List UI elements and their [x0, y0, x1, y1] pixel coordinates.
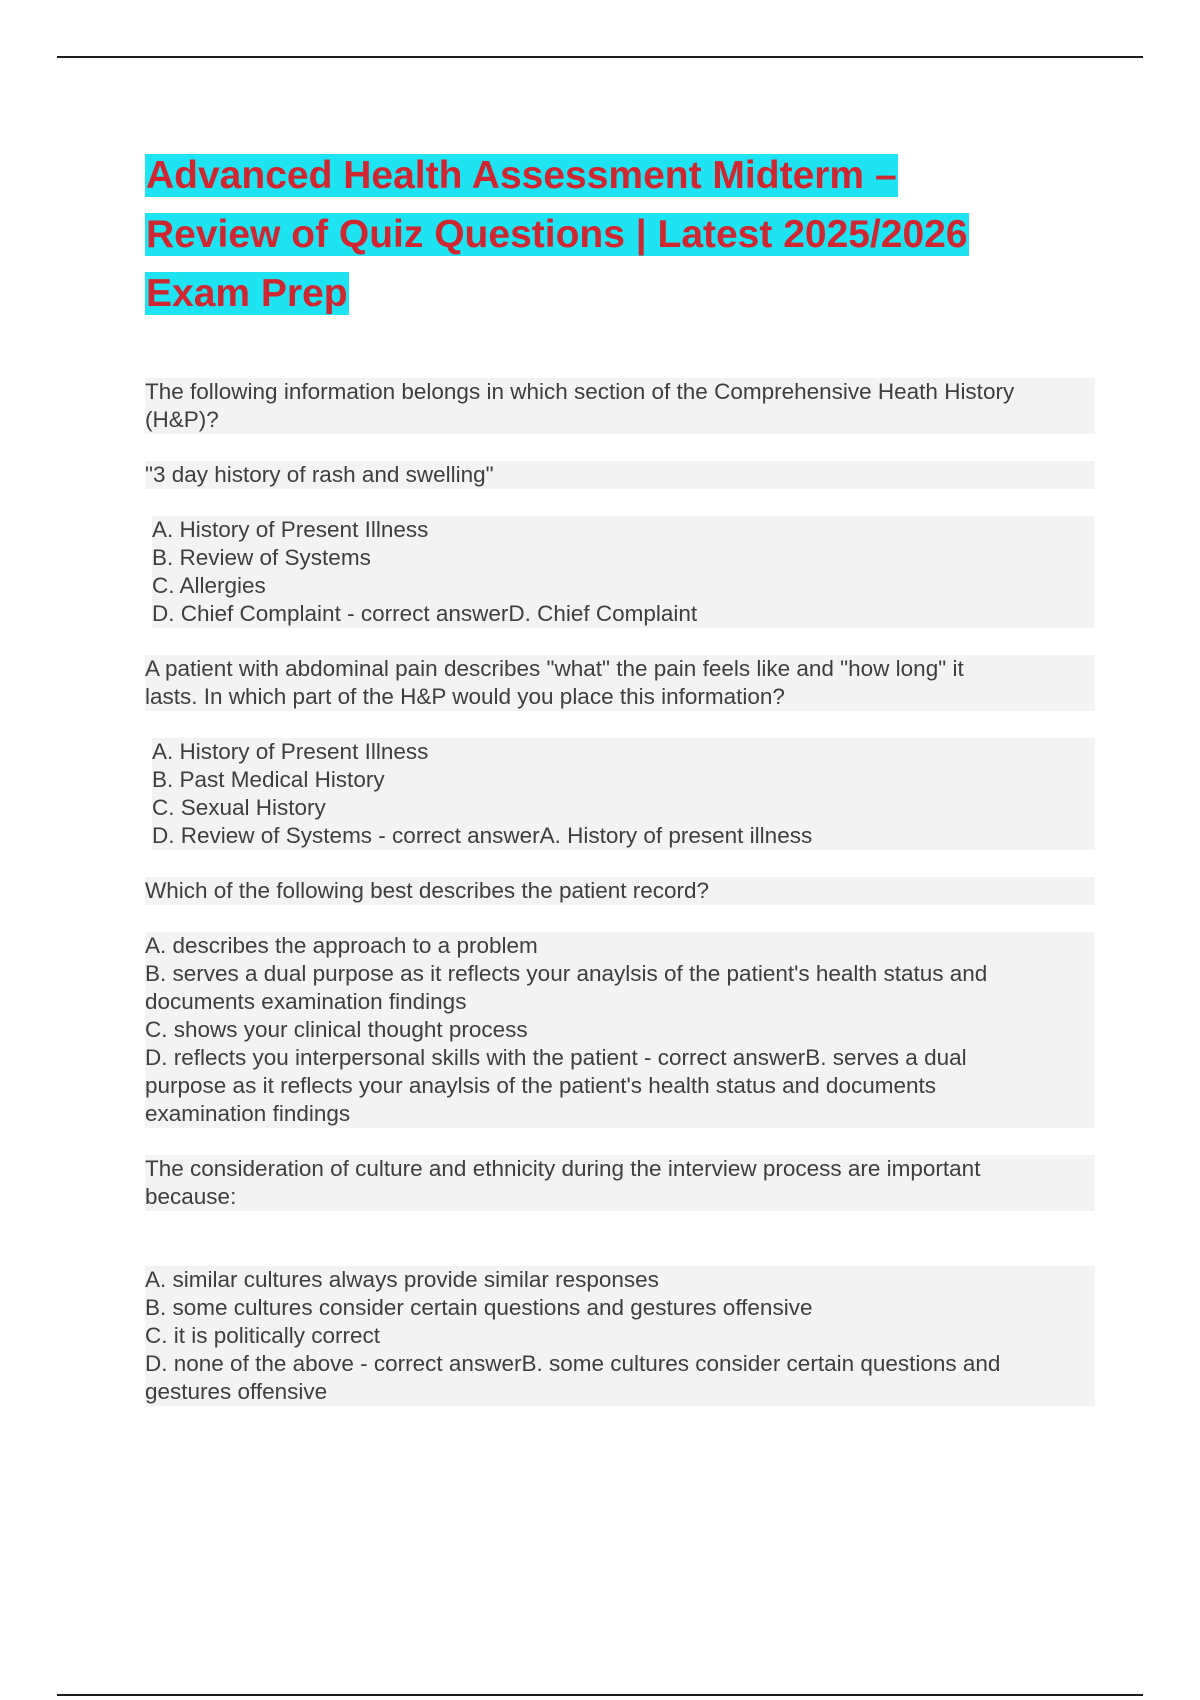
question-3-options: [145, 932, 1095, 1128]
option: C. shows your clinical thought process: [145, 1017, 528, 1042]
document-title: [145, 146, 1095, 323]
option: examination findings: [145, 1101, 351, 1126]
option: D. none of the above - correct answerB. some cultures consider certain questions and: [145, 1351, 1001, 1376]
question-1-quote: "3 day history of rash and swelling": [145, 461, 1095, 489]
page-content: [145, 146, 1095, 1406]
option: C. Sexual History: [152, 795, 326, 820]
option: documents examination findings: [145, 989, 467, 1014]
question-1-stem: The following information belongs in which section of the Comprehensive Heath History (H&P)?: [145, 378, 1095, 434]
question-2-options: [145, 738, 1095, 850]
top-rule: [57, 56, 1143, 58]
question-3-stem: Which of the following best describes the patient record?: [145, 877, 1095, 905]
question-4-stem: The consideration of culture and ethnicity during the interview process are important because:: [145, 1155, 1095, 1211]
option: D. Review of Systems - correct answerA. History of present illness: [152, 823, 813, 848]
option: B. serves a dual purpose as it reflects your anaylsis of the patient's health status and: [145, 961, 988, 986]
option: B. Review of Systems: [152, 545, 371, 570]
question-4-options: [145, 1266, 1095, 1406]
bottom-rule: [57, 1694, 1143, 1696]
option: A. similar cultures always provide similar responses: [145, 1267, 659, 1292]
option: A. History of Present Illness: [152, 739, 429, 764]
option: D. Chief Complaint - correct answerD. Chief Complaint: [152, 601, 698, 626]
option: purpose as it reflects your anaylsis of the patient's health status and documents: [145, 1073, 936, 1098]
option: A. History of Present Illness: [152, 517, 429, 542]
option: C. it is politically correct: [145, 1323, 381, 1348]
question-1-options: [145, 516, 1095, 628]
option: D. reflects you interpersonal skills with the patient - correct answerB. serves a dual: [145, 1045, 967, 1070]
option: gestures offensive: [145, 1379, 328, 1404]
title-line: Review of Quiz Questions | Latest 2025/2026: [146, 213, 968, 256]
question-2-stem: A patient with abdominal pain describes "what" the pain feels like and "how long" it lasts. In which part of the H&P would you place this information?: [145, 655, 1095, 711]
option: C. Allergies: [152, 573, 266, 598]
title-line: Advanced Health Assessment Midterm –: [146, 154, 897, 197]
title-line: Exam Prep: [146, 272, 348, 315]
option: B. some cultures consider certain questions and gestures offensive: [145, 1295, 813, 1320]
option: A. describes the approach to a problem: [145, 933, 538, 958]
option: B. Past Medical History: [152, 767, 385, 792]
